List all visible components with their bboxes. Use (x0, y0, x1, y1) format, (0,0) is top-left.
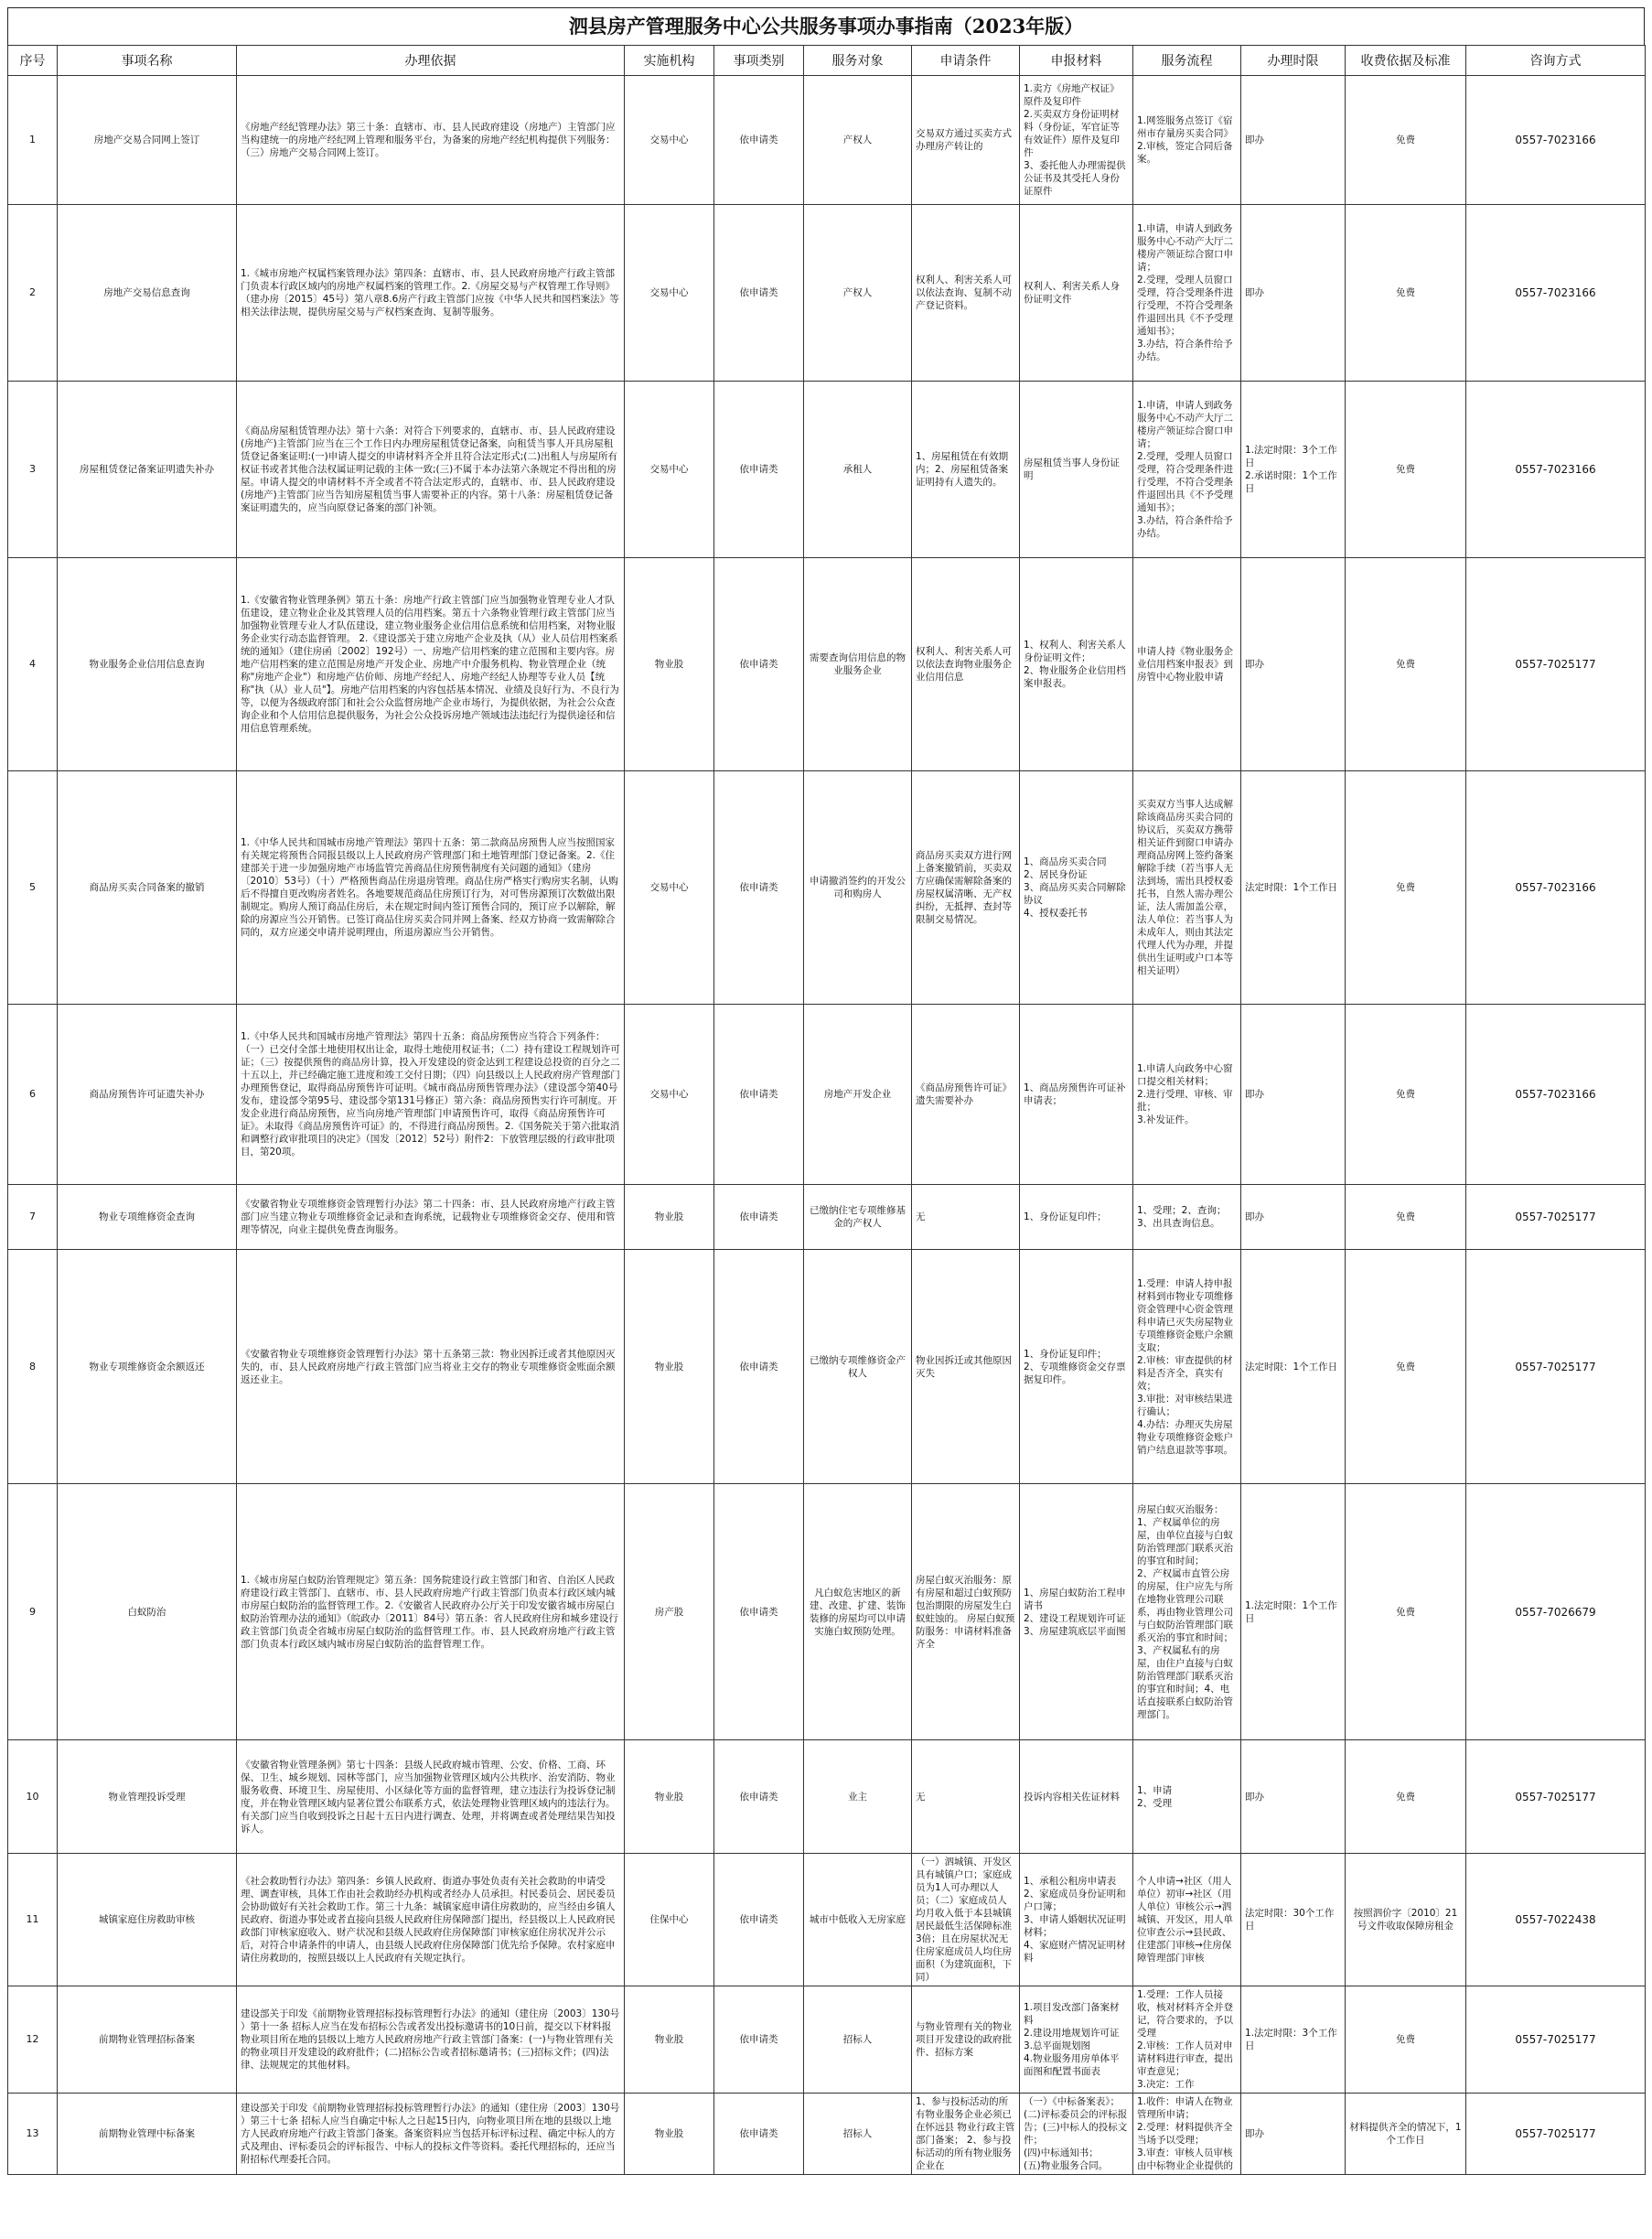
cell-basis: 1.《城市房地产权属档案管理办法》第四条：直辖市、市、县人民政府房地产行政主管部门负责本行政区域内的房地产权属档案的管理工作。2.《房屋交易与产权管理工作导则》（建办房〔2015〕45号）第八章8.6房产行政主管部门应按《中华人民共和国档案法》等相关法律法规，提供房屋交易与产权档案查询、复制等服务。 (237, 205, 625, 382)
cell-type: 依申请类 (714, 1484, 804, 1740)
cell-cond: 物业因拆迁或其他原因灭失 (912, 1250, 1020, 1484)
cell-cond: 无 (912, 1740, 1020, 1854)
cell-no: 11 (8, 1854, 58, 1986)
cell-org: 交易中心 (625, 76, 714, 205)
cell-time: 即办 (1241, 205, 1346, 382)
table-row (8, 382, 1646, 558)
cell-cond: 权利人、利害关系人可以依法查询物业服务企业信用信息 (912, 558, 1020, 771)
cell-fee: 免费 (1346, 1005, 1466, 1185)
cell-org: 物业股 (625, 1250, 714, 1484)
cell-no: 7 (8, 1185, 58, 1250)
cell-basis: 1.《中华人民共和国城市房地产管理法》第四十五条：商品房预售应当符合下列条件：（一）已交付全部土地使用权出让金，取得土地使用权证书；（二）持有建设工程规划许可证；（三）按提供预售的商品房计算，投入开发建设的资金达到工程建设总投资的百分之二十五以上，并已经确定施工进度和竣工交付日期；（四）向县级以上人民政府房产管理部门办理预售登记，取得商品房预售许可证明。《城市商品房预售管理办法》（建设部令第40号发布，建设部令第95号、建设部令第131号修正）第六条：商品房预售实行许可制度。开发企业进行商品房预售，应当向房地产管理部门申请预售许可，取得《商品房预售许可证》。未取得《商品房预售许可证》的，不得进行商品房预售。2.《国务院关于第六批取消和调整行政审批项目的决定》（国发〔2012〕52号）附件2：下放管理层级的行政审批项目，第20项。 (237, 1005, 625, 1185)
cell-time: 法定时限：1个工作日 (1241, 771, 1346, 1005)
cell-time: 法定时限：1个工作日 (1241, 1250, 1346, 1484)
cell-phone: 0557-7025177 (1466, 1185, 1646, 1250)
cell-cond: 房屋白蚁灭治服务：原有房屋和超过白蚁预防包治期限的房屋发生白蚁蛀蚀的。 房屋白蚁预防服务：申请材料准备齐全 (912, 1484, 1020, 1740)
cell-name: 物业专项维修资金查询 (58, 1185, 237, 1250)
cell-target: 需要查询信用信息的物业服务企业 (804, 558, 912, 771)
table-row (8, 2094, 1646, 2175)
cell-materials: 1、房屋白蚁防治工程申请书 2、建设工程规划许可证 3、房屋建筑底层平面图 (1020, 1484, 1133, 1740)
cell-flow: 1.申请人向政务中心窗口提交相关材料； 2.进行受理、审核、审批； 3.补发证件。 (1133, 1005, 1241, 1185)
cell-cond: 1、房屋租赁在有效期内；2、房屋租赁备案证明持有人遗失的。 (912, 382, 1020, 558)
cell-no: 10 (8, 1740, 58, 1854)
cell-name: 物业专项维修资金余额返还 (58, 1250, 237, 1484)
cell-type: 依申请类 (714, 76, 804, 205)
cell-fee: 免费 (1346, 558, 1466, 771)
cell-phone: 0557-7025177 (1466, 2094, 1646, 2175)
table-row (8, 205, 1646, 382)
cell-org: 交易中心 (625, 205, 714, 382)
cell-phone: 0557-7023166 (1466, 771, 1646, 1005)
cell-fee: 免费 (1346, 1250, 1466, 1484)
cell-basis: 《房地产经纪管理办法》第三十条：直辖市、市、县人民政府建设（房地产）主管部门应当构建统一的房地产经纪网上管理和服务平台，为备案的房地产经纪机构提供下列服务：（三）房地产交易合同网上签订。 (237, 76, 625, 205)
cell-basis: 《安徽省物业专项维修资金管理暂行办法》第二十四条：市、县人民政府房地产行政主管部门应当建立物业专项维修资金记录和查询系统，记载物业专项维修资金交存、使用和管理等情况，向业主提供免费查询服务。 (237, 1185, 625, 1250)
cell-name: 商品房买卖合同备案的撤销 (58, 771, 237, 1005)
cell-type: 依申请类 (714, 1250, 804, 1484)
cell-basis: 《商品房屋租赁管理办法》第十六条：对符合下列要求的，直辖市、市、县人民政府建设(房地产)主管部门应当在三个工作日内办理房屋租赁登记备案，向租赁当事人开具房屋租赁登记备案证明:(一)申请人提交的申请材料齐全并且符合法定形式;(二)出租人与房屋所有权证书或者其他合法权属证明记载的主体一致;(三)不属于本办法第六条规定不得出租的房屋。申请人提交的申请材料不齐全或者不符合法定形式的，直辖市、市、县人民政府建设(房地产)主管部门应当告知房屋租赁当事人需要补正的内容。第十八条：房屋租赁登记备案证明遗失的，应当向原登记备案的部门补领。 (237, 382, 625, 558)
cell-flow: 1.申请，申请人到政务服务中心不动产大厅二楼房产领证综合窗口申请； 2.受理，受理人员窗口受理，符合受理条件进行受理，不符合受理条件退回出具《不予受理通知书》； 3.办结，符合条件给予办结。 (1133, 205, 1241, 382)
cell-fee: 免费 (1346, 1484, 1466, 1740)
cell-type: 依申请类 (714, 2094, 804, 2175)
cell-flow: 房屋白蚁灭治服务： 1、产权属单位的房屋，由单位直接与白蚁防治管理部门联系灭治的事宜和时间； 2、产权属市直管公房的房屋，住户应先与所在地物业管理公司联系，再由物业管理公司与白蚁防治管理部门联系灭治的事宜和时间； 3、产权属私有的房屋，由住户直接与白蚁防治管理部门联系灭治的事宜和时间；4、电话直接联系白蚁防治管理部门。 (1133, 1484, 1241, 1740)
cell-name: 房屋租赁登记备案证明遗失补办 (58, 382, 237, 558)
table-row (8, 1250, 1646, 1484)
cell-type: 依申请类 (714, 1986, 804, 2094)
cell-name: 物业管理投诉受理 (58, 1740, 237, 1854)
cell-flow: 1.网签服务点签订《宿州市存量房买卖合同》 2.审核，签定合同后备案。 (1133, 76, 1241, 205)
cell-target: 城市中低收入无房家庭 (804, 1854, 912, 1986)
cell-flow: 1.受理：申请人持申报材料到市物业专项维修资金管理中心资金管理科申请已灭失房屋物业专项维修资金账户余额支取； 2.审核：审查提供的材料是否齐全，真实有效； 3.审批：对审核结果进行确认； 4.办结：办理灭失房屋物业专项维修资金账户销户结息退款等事项。 (1133, 1250, 1241, 1484)
cell-time: 即办 (1241, 1185, 1346, 1250)
cell-type: 依申请类 (714, 382, 804, 558)
cell-name: 前期物业管理中标备案 (58, 2094, 237, 2175)
service-guide-table (7, 45, 1646, 2175)
table-row (8, 771, 1646, 1005)
table-row (8, 1005, 1646, 1185)
cell-basis: 1.《城市房屋白蚁防治管理规定》第五条：国务院建设行政主管部门和省、自治区人民政府建设行政主管部门、直辖市、市、县人民政府房地产行政主管部门负责本行政区域内城市房屋白蚁防治的监督管理工作。2.《安徽省人民政府办公厅关于印发安徽省城市房屋白蚁防治管理办法的通知》（皖政办〔2011〕84号）第五条：省人民政府住房和城乡建设行政主管部门负责全省城市房屋白蚁防治的监督管理工作。市、县人民政府房地产行政主管部门负责本行政区域内城市房屋白蚁防治的监督管理工作。 (237, 1484, 625, 1740)
cell-no: 4 (8, 558, 58, 771)
header-cell: 服务对象 (804, 46, 912, 76)
cell-no: 13 (8, 2094, 58, 2175)
cell-name: 城镇家庭住房救助审核 (58, 1854, 237, 1986)
cell-time: 即办 (1241, 1005, 1346, 1185)
cell-type: 依申请类 (714, 205, 804, 382)
cell-fee: 免费 (1346, 76, 1466, 205)
table-row (8, 1484, 1646, 1740)
cell-cond: 交易双方通过买卖方式办理房产转让的 (912, 76, 1020, 205)
cell-materials: 1.项目发改部门备案材料 2.建设用地规划许可证 3.总平面规划图 4.物业服务用房单体平面图和配置书面表 (1020, 1986, 1133, 2094)
cell-materials: 1.卖方《房地产权证》原件及复印件 2.买卖双方身份证明材料（身份证，军官证等有效证件）原件及复印件 3、委托他人办理需提供公证书及其受托人身份证原件 (1020, 76, 1133, 205)
table-row (8, 1740, 1646, 1854)
cell-target: 产权人 (804, 205, 912, 382)
cell-org: 房产股 (625, 1484, 714, 1740)
cell-materials: 投诉内容相关佐证材料 (1020, 1740, 1133, 1854)
table-row (8, 1986, 1646, 2094)
cell-phone: 0557-7023166 (1466, 1005, 1646, 1185)
header-cell: 办理时限 (1241, 46, 1346, 76)
cell-org: 物业股 (625, 558, 714, 771)
cell-cond: 《商品房预售许可证》遗失需要补办 (912, 1005, 1020, 1185)
header-cell: 申请条件 (912, 46, 1020, 76)
cell-name: 前期物业管理招标备案 (58, 1986, 237, 2094)
table-row (8, 1854, 1646, 1986)
header-cell: 收费依据及标准 (1346, 46, 1466, 76)
cell-materials: 1、承租公租房申请表 2、家庭成员身份证明和户口簿； 3、申请人婚姻状况证明材料； 4、家庭财产情况证明材料 (1020, 1854, 1133, 1986)
cell-name: 白蚁防治 (58, 1484, 237, 1740)
cell-org: 交易中心 (625, 771, 714, 1005)
cell-flow: 个人申请→社区（用人单位）初审→社区（用人单位）审核公示→泗城镇、开发区，用人单位审查公示→县民政、住建部门审核→住房保障管理部门审核 (1133, 1854, 1241, 1986)
cell-cond: 与物业管理有关的物业项目开发建设的政府批件、招标方案 (912, 1986, 1020, 2094)
cell-materials: （一）《中标备案表》； (二)评标委员会的评标报告；(三)中标人的投标文件； (四)中标通知书； (五)物业服务合同。 (1020, 2094, 1133, 2175)
cell-phone: 0557-7023166 (1466, 382, 1646, 558)
document-title: 泗县房产管理服务中心公共服务事项办事指南（2023年版） (7, 7, 1645, 45)
cell-org: 交易中心 (625, 382, 714, 558)
cell-fee: 材料提供齐全的情况下，1个工作日 (1346, 2094, 1466, 2175)
header-cell: 申报材料 (1020, 46, 1133, 76)
cell-type: 依申请类 (714, 1185, 804, 1250)
cell-org: 物业股 (625, 1740, 714, 1854)
cell-basis: 《安徽省物业专项维修资金管理暂行办法》第十五条第三款：物业因拆迁或者其他原因灭失的，市、县人民政府房地产行政主管部门应当将业主交存的物业专项维修资金账面余额返还业主。 (237, 1250, 625, 1484)
cell-flow: 1.申请，申请人到政务服务中心不动产大厅二楼房产领证综合窗口申请； 2.受理，受理人员窗口受理，符合受理条件进行受理，不符合受理条件退回出具《不予受理通知书》； 3.办结，符合条件给予办结。 (1133, 382, 1241, 558)
cell-no: 6 (8, 1005, 58, 1185)
cell-fee: 免费 (1346, 1740, 1466, 1854)
cell-no: 9 (8, 1484, 58, 1740)
cell-type: 依申请类 (714, 771, 804, 1005)
cell-no: 1 (8, 76, 58, 205)
cell-basis: 1.《中华人民共和国城市房地产管理法》第四十五条：第二款商品房预售人应当按照国家有关规定将预售合同报县级以上人民政府房产管理部门和土地管理部门登记备案。2.《住建部关于进一步加强房地产市场监管完善商品住房预售制度有关问题的通知》（建房〔2010〕53号）（十）严格预售商品住房退房管理。商品住房严格实行购房实名制，认购后不得擅自更改购房者姓名。各地要规范商品住房预订行为，对可售房源预订次数做出限制规定。购房人预订商品住房后，未在规定时间内签订预售合同的，预订应予以解除，解除的房源应当公开销售。已签订商品住房买卖合同并网上备案、经双方协商一致需解除合同的，双方应递交申请并说明理由，所退房源应当公开销售。 (237, 771, 625, 1005)
header-cell: 服务流程 (1133, 46, 1241, 76)
table-row (8, 558, 1646, 771)
cell-time: 法定时限：30个工作日 (1241, 1854, 1346, 1986)
cell-phone: 0557-7025177 (1466, 1250, 1646, 1484)
cell-materials: 1、权利人、利害关系人身份证明文件； 2、物业服务企业信用档案申报表。 (1020, 558, 1133, 771)
cell-phone: 0557-7023166 (1466, 205, 1646, 382)
cell-phone: 0557-7025177 (1466, 1740, 1646, 1854)
table-row (8, 1185, 1646, 1250)
cell-type: 依申请类 (714, 1854, 804, 1986)
header-cell: 办理依据 (237, 46, 625, 76)
cell-basis: 《安徽省物业管理条例》第七十四条：县级人民政府城市管理、公安、价格、工商、环保、卫生、城乡规划、园林等部门，应当加强物业管理区域内公共秩序、治安消防、物业服务收费、环境卫生、房屋使用、小区绿化等方面的监督管理，建立违法行为投诉登记制度，并在物业管理区域内显著位置公布联系方式，依法处理物业管理区域内的违法行为。有关部门应当自收到投诉之日起十五日内进行调查、处理，并将调查或者处理结果告知投诉人。 (237, 1740, 625, 1854)
document-page (7, 7, 1645, 2175)
cell-cond: 无 (912, 1185, 1020, 1250)
cell-cond: 商品房买卖双方进行网上备案撤销前，买卖双方应确保需解除备案的房屋权属清晰、无产权纠纷，无抵押、查封等限制交易情况。 (912, 771, 1020, 1005)
cell-name: 房地产交易信息查询 (58, 205, 237, 382)
cell-target: 业主 (804, 1740, 912, 1854)
cell-fee: 免费 (1346, 1986, 1466, 2094)
cell-no: 2 (8, 205, 58, 382)
cell-name: 房地产交易合同网上签订 (58, 76, 237, 205)
cell-fee: 免费 (1346, 382, 1466, 558)
cell-target: 招标人 (804, 2094, 912, 2175)
cell-no: 3 (8, 382, 58, 558)
table-row (8, 76, 1646, 205)
cell-time: 1.法定时限：3个工作日 (1241, 1986, 1346, 2094)
cell-cond: 权利人、利害关系人可以依法查询、复制不动产登记资料。 (912, 205, 1020, 382)
cell-materials: 1、商品房买卖合同 2、居民身份证 3、商品房买卖合同解除协议 4、授权委托书 (1020, 771, 1133, 1005)
cell-phone: 0557-7025177 (1466, 1986, 1646, 2094)
header-cell: 序号 (8, 46, 58, 76)
cell-phone: 0557-7026679 (1466, 1484, 1646, 1740)
cell-cond: （一）泗城镇、开发区具有城镇户口；家庭成员为1人可办理以人员；（二）家庭成员人均月收入低于本县城镇居民最低生活保障标准3倍；且在房屋状况无住房家庭成员人均住房面积（为建筑面积，下同） (912, 1854, 1020, 1986)
cell-flow: 1、申请 2、受理 (1133, 1740, 1241, 1854)
cell-no: 5 (8, 771, 58, 1005)
cell-fee: 免费 (1346, 771, 1466, 1005)
cell-target: 申请撤消签约的开发公司和购房人 (804, 771, 912, 1005)
cell-target: 房地产开发企业 (804, 1005, 912, 1185)
cell-org: 交易中心 (625, 1005, 714, 1185)
cell-time: 即办 (1241, 2094, 1346, 2175)
cell-cond: 1、参与投标活动的所有物业服务企业必须已在怀远县 物业行政主管部门备案； 2、参与投标活动的所有物业服务企业在 (912, 2094, 1020, 2175)
cell-materials: 房屋租赁当事人身份证明 (1020, 382, 1133, 558)
cell-target: 凡白蚁危害地区的新建、改建、扩建、装饰装修的房屋均可以申请实施白蚁预防处理。 (804, 1484, 912, 1740)
cell-org: 物业股 (625, 1986, 714, 2094)
cell-time: 即办 (1241, 558, 1346, 771)
cell-target: 承租人 (804, 382, 912, 558)
cell-basis: 建设部关于印发《前期物业管理招标投标管理暂行办法》的通知（建住房〔2003〕130号 ）第三十七条 招标人应当自确定中标人之日起15日内，向物业项目所在地的县级以上地方人民政府房地产行政主管部门备案。备案资料应当包括开标评标过程、确定中标人的方式及理由、评标委员会的评标报告、中标人的投标文件等资料。委托代理招标的，还应当附招标代理委托合同。 (237, 2094, 625, 2175)
cell-org: 物业股 (625, 2094, 714, 2175)
cell-time: 即办 (1241, 76, 1346, 205)
cell-time: 即办 (1241, 1740, 1346, 1854)
cell-type: 依申请类 (714, 1740, 804, 1854)
cell-org: 物业股 (625, 1185, 714, 1250)
cell-time: 1.法定时限：1个工作日 (1241, 1484, 1346, 1740)
cell-type: 依申请类 (714, 558, 804, 771)
cell-phone: 0557-7023166 (1466, 76, 1646, 205)
cell-basis: 1.《安徽省物业管理条例》第五十条：房地产行政主管部门应当加强物业管理专业人才队伍建设，建立物业企业及其管理人员的信用档案。第五十六条物业管理行政主管部门应当加强物业管理专业人才队伍建设，建立物业服务企业信用信息系统和信用档案，对物业服务企业实行动态监督管理。 2.《建设部关于建立房地产企业及执（从）业人员信用档案系统的通知》（建住房函〔2002〕192号）一、房地产信用档案的建立范围和主要内容。房地产信用档案的建立范围是房地产开发企业、房地产中介服务机构、物业管理企业（统称"房地产企业"）和房地产估价师、房地产经纪人、房地产经纪人协理等专业人员【统称"执（从）业人员"】。房地产信用档案的内容包括基本情况、业绩及良好行为、不良行为等，以便为各级政府部门和社会公众监督房地产企业市场行，为提供依据，为社会公众查询企业和个人信用信息提供服务，为社会公众投诉房地产领域违法违纪行为提供途径和信用信息管理系统。 (237, 558, 625, 771)
cell-target: 已缴纳专项维修资金产权人 (804, 1250, 912, 1484)
cell-basis: 建设部关于印发《前期物业管理招标投标管理暂行办法》的通知（建住房〔2003〕130号 ）第十一条 招标人应当在发布招标公告或者发出投标邀请书的10日前，提交以下材料报物业项目所在地的县级以上地方人民政府房地产行政主管部门备案：(一)与物业管理有关的物业项目开发建设的政府批件；(二)招标公告或者招标邀请书；(三)招标文件；(四)法律、法规规定的其他材料。 (237, 1986, 625, 2094)
cell-materials: 1、商品房预售许可证补申请表； (1020, 1005, 1133, 1185)
cell-flow: 1.受理：工作人员接收，核对材料齐全并登记，符合要求的，予以受理 2.审核：工作人员对申请材料进行审查，提出审查意见； 3.决定：工作 (1133, 1986, 1241, 2094)
cell-name: 物业服务企业信用信息查询 (58, 558, 237, 771)
cell-fee: 免费 (1346, 205, 1466, 382)
cell-no: 8 (8, 1250, 58, 1484)
cell-target: 产权人 (804, 76, 912, 205)
header-cell: 事项类别 (714, 46, 804, 76)
header-cell: 事项名称 (58, 46, 237, 76)
cell-name: 商品房预售许可证遗失补办 (58, 1005, 237, 1185)
cell-target: 已缴纳住宅专项维修基金的产权人 (804, 1185, 912, 1250)
cell-time: 1.法定时限：3个工作日 2.承诺时限：1个工作日 (1241, 382, 1346, 558)
cell-fee: 免费 (1346, 1185, 1466, 1250)
cell-flow: 1.收件：申请人在物业管理所申请； 2.受理：材料提供齐全当场予以受理； 3.审查：审核人员审核由中标物业企业提供的 (1133, 2094, 1241, 2175)
cell-phone: 0557-7025177 (1466, 558, 1646, 771)
cell-target: 招标人 (804, 1986, 912, 2094)
cell-materials: 1、身份证复印件； 2、专项维修资金交存票据复印件。 (1020, 1250, 1133, 1484)
header-cell: 咨询方式 (1466, 46, 1646, 76)
cell-basis: 《社会救助暂行办法》第四条：乡镇人民政府、街道办事处负责有关社会救助的申请受理、调查审核，具体工作由社会救助经办机构或者经办人员承担。村民委员会、居民委员会协助做好有关社会救助工作。第三十九条：城镇家庭申请住房救助的，应当经由乡镇人民政府、街道办事处或者直接向县级人民政府住房保障部门提出，经县级以上人民政府民政部门审核家庭收入、财产状况和县级人民政府住房保障部门审核家庭住房状况并公示后，对符合申请条件的申请人，由县级人民政府住房保障部门优先给予保障。农村家庭申请住房救助的，按照县级以上人民政府有关规定执行。 (237, 1854, 625, 1986)
cell-flow: 申请人持《物业服务企业信用档案申报表》到房管中心物业股申请 (1133, 558, 1241, 771)
cell-phone: 0557-7022438 (1466, 1854, 1646, 1986)
cell-org: 住保中心 (625, 1854, 714, 1986)
cell-materials: 1、身份证复印件； (1020, 1185, 1133, 1250)
cell-fee: 按照泗价字〔2010〕21号文件收取保障房租金 (1346, 1854, 1466, 1986)
cell-flow: 买卖双方当事人达成解除该商品房买卖合同的协议后，买卖双方携带相关证件到窗口申请办理商品房网上签约备案解除手续（若当事人无法到场，需出具授权委托书，自然人需办理公证，法人需加盖公章，法人单位：若当事人为未成年人，则由其法定代理人代为办理，并提供出生证明或户口本等相关证明） (1133, 771, 1241, 1005)
cell-no: 12 (8, 1986, 58, 2094)
cell-type: 依申请类 (714, 1005, 804, 1185)
cell-flow: 1、受理；2、查询；3、出具查询信息。 (1133, 1185, 1241, 1250)
cell-materials: 权利人、利害关系人身份证明文件 (1020, 205, 1133, 382)
table-header-row (8, 46, 1646, 76)
header-cell: 实施机构 (625, 46, 714, 76)
